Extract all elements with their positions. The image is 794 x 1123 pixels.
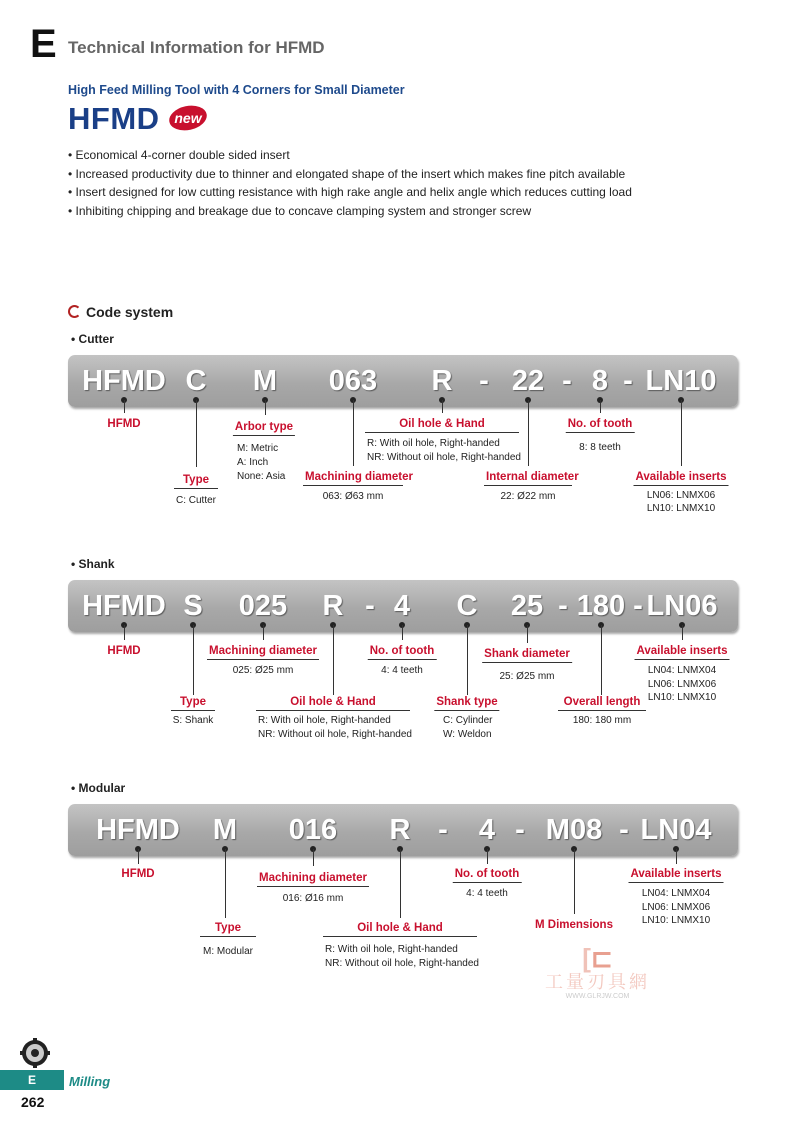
field-desc: NR: Without oil hole, Right-handed bbox=[258, 729, 412, 740]
code-segment: R bbox=[431, 365, 453, 397]
code-segment: M08 bbox=[545, 814, 603, 846]
field-desc: LN10: LNMX10 bbox=[647, 692, 717, 703]
field-desc: LN06: LNMX06 bbox=[647, 679, 717, 690]
field-desc: 8: 8 teeth bbox=[579, 442, 621, 453]
code-separator: - bbox=[515, 814, 525, 846]
code-segment: 016 bbox=[288, 814, 338, 846]
field-desc: 016: Ø16 mm bbox=[282, 893, 344, 904]
code-separator: - bbox=[562, 365, 572, 397]
code-segment: LN04 bbox=[640, 814, 712, 846]
milling-cutter-icon bbox=[20, 1038, 50, 1068]
code-system-title: Code system bbox=[86, 304, 174, 320]
field-desc: W: Weldon bbox=[443, 729, 492, 740]
code-segment: LN06 bbox=[646, 590, 718, 622]
code-separator: - bbox=[558, 590, 568, 622]
field-label: Machining diameter bbox=[207, 645, 319, 660]
field-label: HFMD bbox=[121, 868, 155, 880]
code-segment: 22 bbox=[511, 365, 545, 397]
code-segment: R bbox=[389, 814, 411, 846]
field-desc: 180: 180 mm bbox=[572, 715, 632, 726]
field-label: Type bbox=[200, 922, 256, 937]
field-desc: M: Modular bbox=[202, 946, 254, 957]
field-desc: A: Inch bbox=[237, 457, 269, 468]
code-segment: HFMD bbox=[82, 590, 166, 622]
section-name: Milling bbox=[69, 1074, 111, 1089]
field-label: Type bbox=[171, 696, 215, 711]
field-label: Shank type bbox=[434, 696, 499, 711]
watermark bbox=[530, 945, 665, 1015]
code-system-heading bbox=[68, 304, 173, 320]
field-desc: 4: 4 teeth bbox=[466, 888, 508, 899]
code-separator: - bbox=[619, 814, 629, 846]
code-separator: - bbox=[623, 365, 633, 397]
code-segment: R bbox=[322, 590, 344, 622]
modular-subheading: • Modular bbox=[71, 781, 126, 795]
cutter-subheading: • Cutter bbox=[71, 332, 114, 346]
field-desc: C: Cutter bbox=[175, 495, 217, 506]
field-desc: C: Cylinder bbox=[443, 715, 493, 726]
code-segment: S bbox=[183, 590, 203, 622]
code-segment: LN10 bbox=[645, 365, 717, 397]
field-label: M Dimensions bbox=[535, 919, 613, 931]
watermark-text: 工量刃具網 bbox=[545, 972, 650, 992]
shank-subheading: • Shank bbox=[71, 557, 115, 571]
field-label: Oil hole & Hand bbox=[365, 418, 519, 433]
code-separator: - bbox=[365, 590, 375, 622]
field-desc: R: With oil hole, Right-handed bbox=[325, 944, 458, 955]
feature-list bbox=[68, 146, 632, 220]
section-letter: E bbox=[30, 22, 57, 66]
code-separator: - bbox=[633, 590, 643, 622]
field-desc: 4: 4 teeth bbox=[381, 665, 423, 676]
field-label: Shank diameter bbox=[482, 648, 572, 663]
code-segment: M bbox=[212, 814, 238, 846]
field-desc: LN06: LNMX06 bbox=[641, 902, 711, 913]
field-desc: M: Metric bbox=[237, 443, 279, 454]
cutter-code-bar bbox=[68, 355, 738, 407]
field-desc: 25: Ø25 mm bbox=[499, 671, 555, 682]
product-subtitle: High Feed Milling Tool with 4 Corners for Small Diameter bbox=[68, 83, 405, 97]
code-segment: C bbox=[185, 365, 207, 397]
field-label: HFMD bbox=[107, 418, 141, 430]
field-label: Oil hole & Hand bbox=[256, 696, 410, 711]
code-segment: HFMD bbox=[96, 814, 180, 846]
code-segment: 025 bbox=[238, 590, 288, 622]
field-label: Internal diameter bbox=[484, 471, 572, 486]
field-desc: NR: Without oil hole, Right-handed bbox=[325, 958, 479, 969]
code-segment: HFMD bbox=[82, 365, 166, 397]
code-segment: 180 bbox=[576, 590, 626, 622]
watermark-url: WWW.GLRJW.COM bbox=[565, 993, 630, 1000]
field-desc: LN06: LNMX06 bbox=[646, 490, 716, 501]
field-label: Oil hole & Hand bbox=[323, 922, 477, 937]
field-desc: LN10: LNMX10 bbox=[646, 503, 716, 514]
code-segment: 25 bbox=[510, 590, 544, 622]
field-desc: None: Asia bbox=[237, 471, 286, 482]
field-desc: LN10: LNMX10 bbox=[641, 915, 711, 926]
code-segment: 4 bbox=[478, 814, 496, 846]
page-title: Technical Information for HFMD bbox=[68, 38, 325, 57]
code-segment: 8 bbox=[591, 365, 609, 397]
new-badge-icon bbox=[166, 101, 211, 134]
field-label: HFMD bbox=[107, 645, 141, 657]
field-desc: LN04: LNMX04 bbox=[641, 888, 711, 899]
feature-item: • Insert designed for low cutting resistance with high rake angle and helix angle which reduces cutting load bbox=[68, 185, 632, 199]
code-segment: 063 bbox=[328, 365, 378, 397]
field-desc: LN04: LNMX04 bbox=[647, 665, 717, 676]
field-label: Available inserts bbox=[629, 868, 724, 883]
field-desc: R: With oil hole, Right-handed bbox=[367, 438, 500, 449]
feature-item: • Inhibiting chipping and breakage due to concave clamping system and stronger screw bbox=[68, 203, 532, 218]
page-number: 262 bbox=[21, 1094, 45, 1110]
field-desc: NR: Without oil hole, Right-handed bbox=[367, 452, 521, 463]
field-label: No. of tooth bbox=[566, 418, 635, 433]
code-segment: C bbox=[456, 590, 478, 622]
field-desc: 063: Ø63 mm bbox=[322, 491, 384, 502]
field-label: Machining diameter bbox=[303, 471, 403, 486]
section-tab: E bbox=[0, 1070, 64, 1090]
circle-arrow-icon bbox=[68, 305, 81, 318]
field-label: Overall length bbox=[558, 696, 646, 711]
code-segment: M bbox=[252, 365, 278, 397]
field-label: Machining diameter bbox=[257, 872, 369, 887]
field-label: Available inserts bbox=[635, 645, 730, 660]
field-label: No. of tooth bbox=[453, 868, 522, 883]
code-separator: - bbox=[479, 365, 489, 397]
field-desc: R: With oil hole, Right-handed bbox=[258, 715, 391, 726]
field-label: Available inserts bbox=[634, 471, 729, 486]
code-separator: - bbox=[438, 814, 448, 846]
field-label: No. of tooth bbox=[368, 645, 437, 660]
watermark-logo-icon: [⊏ bbox=[582, 943, 613, 973]
field-desc: 22: Ø22 mm bbox=[500, 491, 556, 502]
field-desc: 025: Ø25 mm bbox=[232, 665, 294, 676]
new-badge-text: new bbox=[174, 110, 202, 126]
code-segment: 4 bbox=[393, 590, 411, 622]
product-name: HFMD bbox=[68, 101, 160, 136]
field-label: Type bbox=[174, 474, 218, 489]
feature-item: • Economical 4-corner double sided insert bbox=[68, 148, 290, 162]
field-desc: S: Shank bbox=[172, 715, 214, 726]
feature-item: • Increased productivity due to thinner and elongated shape of the insert which makes fine pitch available bbox=[68, 166, 626, 181]
field-label: Arbor type bbox=[233, 421, 295, 436]
